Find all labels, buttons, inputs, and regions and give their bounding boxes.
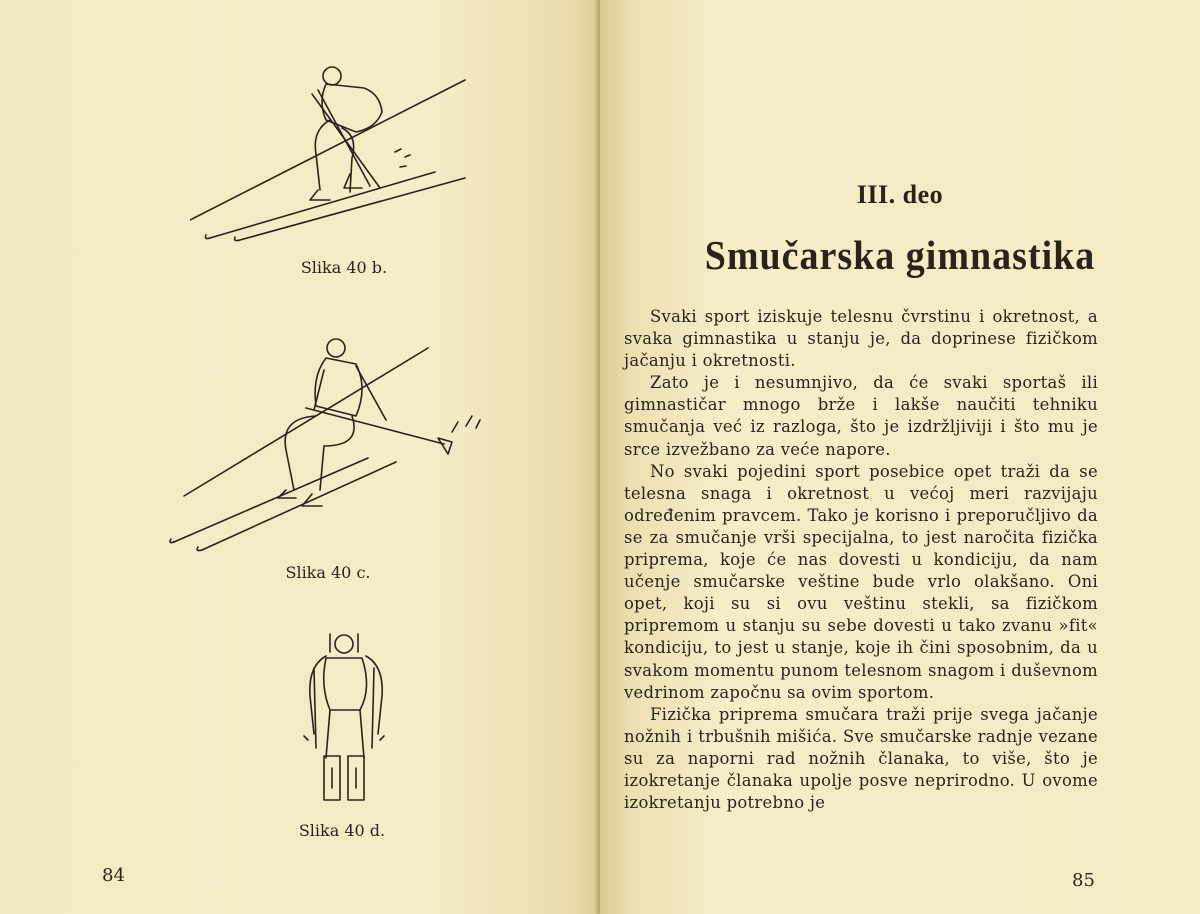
part-heading: III. deo [856,180,944,209]
paragraph: Zato je i nesumnjivo, da će svaki sportaš ili gimnastičar mnogo brže i lakše naučiti tehniku smučanja već iz razloga, što je izdržljiviji i što mu je srce izvežbano za veće napore. [624,373,1098,459]
body-text [624,306,1098,814]
skier-illustration-40d [280,628,410,808]
paragraph: Svaki sport iziskuje telesnu čvrstinu i okretnost, a svaka gimnastika u stanju je, da doprinese fizičkom jačanju i okretnosti. [624,307,1098,371]
figure-caption-40b: Slika 40 b. [300,258,388,277]
chapter-title: Smučarska gimnastika [704,233,1096,279]
skier-illustration-40b [190,60,480,250]
skier-illustration-40c [168,336,498,558]
paragraph: No svaki pojedini sport posebice opet traži da se telesna snaga i okretnost u većoj meri razvijaju određenim pravcem. Tako je korisno i preporučljivo da se za smučanje vrši specijalna, to jest naročita fizička priprema, koje će nas dovesti u kondiciju, da nam učenje smučarske veštine bude vrlo olakšano. Oni opet, koji su si ovu veštinu stekli, sa fizičkom pripremom u stanju su sebe dovesti u tako zvanu »fit« kondiciju, to jest u stanje, koje ih čini sposobnim, da u svakom momentu punom telesnom snagom i duševnom vedrinom započnu sa ovim sportom. [624,461,1098,702]
paragraph: Fizička priprema smučara traži prije svega jačanje nožnih i trbušnih mišića. Sve smučarske radnje vezane su za naporni rad nožnih članaka, to više, što je izokretanje članaka upolje posve neprirodno. U ovome izokretanju potrebno je [624,704,1098,813]
right-page [600,0,1200,914]
figure-caption-40d: Slika 40 d. [298,821,386,840]
figure-caption-40c: Slika 40 c. [285,563,371,582]
page-number-right: 85 [1072,870,1095,891]
page-number-left: 84 [102,865,125,886]
